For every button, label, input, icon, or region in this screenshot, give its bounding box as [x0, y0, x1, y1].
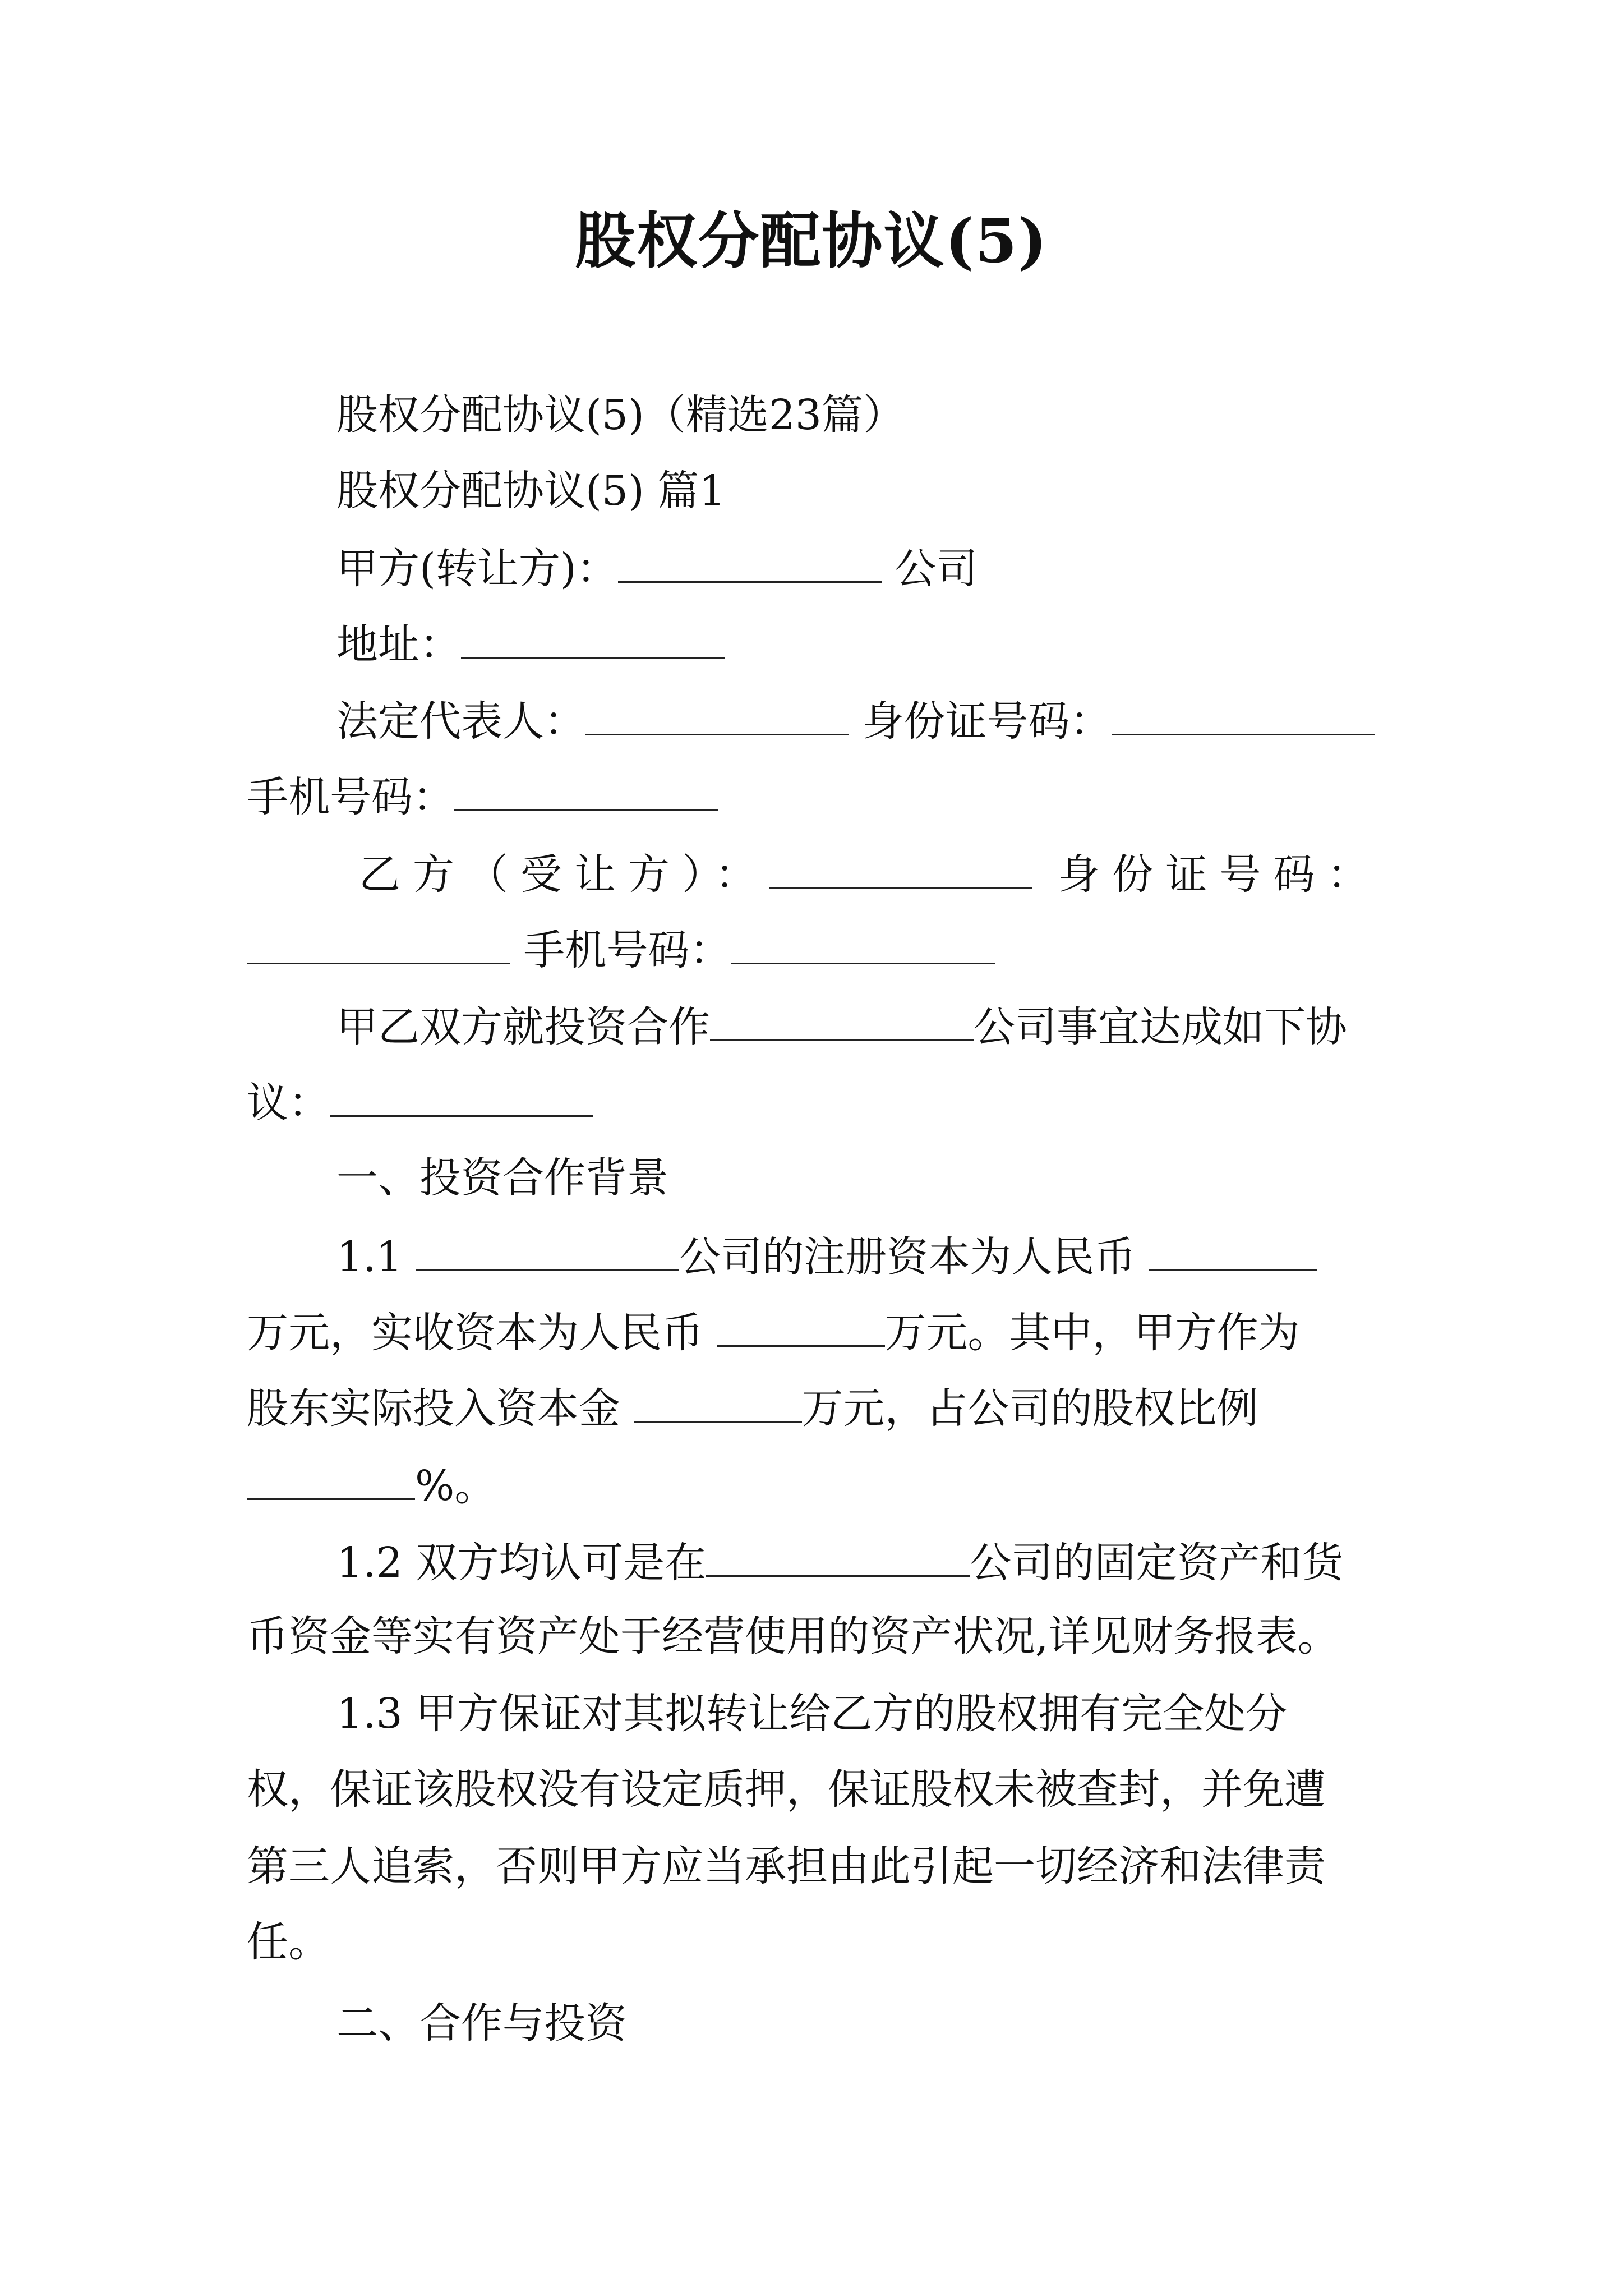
party-b-line	[359, 844, 1381, 903]
p11-line2-a: 万元，实收资本为人民币	[247, 1309, 703, 1357]
section-2-heading	[336, 1995, 627, 2051]
p13-line2-text: 权，保证该股权没有设定质押，保证股权未被查封，并免遭	[247, 1765, 1326, 1814]
p11-line4-text: %。	[415, 1462, 496, 1510]
address-label: 地址：	[336, 620, 461, 669]
legal-rep-blank	[585, 691, 849, 735]
intro-company-blank	[710, 997, 974, 1041]
party-b-label: 乙方（受让方）：	[359, 850, 769, 899]
p11-company-blank	[416, 1227, 679, 1271]
p13-line4-text: 任。	[247, 1918, 330, 1966]
p11-text: 公司的注册资本为人民币	[679, 1233, 1136, 1281]
party-a-line	[336, 539, 978, 597]
p11-equity-ratio-blank	[247, 1456, 415, 1500]
party-b-name-blank	[769, 844, 1032, 889]
p12-line-2	[247, 1608, 1339, 1664]
p12-line-1	[336, 1533, 1343, 1591]
p11-line3-b: 万元，占公司的股权比例	[801, 1384, 1258, 1433]
mobile-blank	[454, 767, 718, 811]
p11-line3-a: 股东实际投入资本金	[247, 1384, 620, 1433]
party-a-name-blank	[618, 539, 882, 583]
p12-a: 1.2 双方均认可是在	[336, 1539, 707, 1587]
party-b-mobile-blank	[731, 920, 995, 964]
legal-rep-line	[336, 691, 1375, 749]
legal-rep-label: 法定代表人：	[336, 697, 585, 746]
intro-blank-2	[330, 1073, 593, 1117]
p11-line2-b: 万元。其中，甲方作为	[884, 1309, 1300, 1357]
id-number-blank	[1112, 691, 1375, 735]
mobile-line	[247, 767, 718, 825]
intro-prefix: 甲乙双方就投资合作	[336, 1003, 710, 1051]
id-number-label: 身份证号码：	[862, 697, 1112, 746]
p11-line-3	[247, 1378, 1258, 1437]
p11-number: 1.1	[336, 1233, 403, 1281]
p13-line1-text: 1.3 甲方保证对其拟转让给乙方的股权拥有完全处分	[336, 1690, 1288, 1738]
p12-company-blank	[706, 1533, 970, 1577]
p12-b: 公司的固定资产和货	[970, 1539, 1344, 1587]
mobile-label: 手机号码：	[247, 773, 454, 821]
p12-line2-text: 币资金等实有资产处于经营使用的资产状况,详见财务报表。	[247, 1612, 1339, 1660]
document-title: 股权分配协议(5)	[575, 206, 1048, 277]
party-a-suffix: 公司	[895, 545, 978, 593]
intro-line2-text: 议：	[247, 1079, 330, 1127]
intro-suffix: 公司事宜达成如下协	[974, 1003, 1347, 1051]
chapter-text: 股权分配协议(5) 篇1	[336, 467, 726, 515]
chapter-line	[336, 463, 725, 519]
address-blank	[461, 614, 725, 659]
party-b-mobile-line	[247, 920, 995, 978]
section-2-heading-text: 二、合作与投资	[336, 1999, 627, 2047]
intro-line-2	[247, 1073, 593, 1131]
p11-line-2	[247, 1303, 1300, 1361]
p11-paid-capital-blank	[717, 1303, 885, 1347]
party-b-id-blank	[247, 920, 510, 964]
subtitle-text: 股权分配协议(5)（精选23篇）	[336, 391, 905, 439]
subtitle-line	[336, 387, 905, 443]
p11-registered-capital-blank	[1149, 1227, 1317, 1271]
party-b-mobile-label: 手机号码：	[523, 926, 731, 974]
p11-line-4	[247, 1456, 496, 1514]
p11-invested-capital-blank	[634, 1378, 802, 1423]
address-line	[336, 614, 725, 673]
section-1-heading	[336, 1150, 668, 1206]
p13-line3-text: 第三人追索，否则甲方应当承担由此引起一切经济和法律责	[247, 1842, 1326, 1890]
p13-line-4	[247, 1914, 330, 1970]
p13-line-1	[336, 1686, 1287, 1742]
intro-line	[336, 997, 1347, 1055]
section-1-heading-text: 一、投资合作背景	[336, 1154, 668, 1202]
p13-line-3	[247, 1838, 1326, 1894]
p13-line-2	[247, 1761, 1326, 1818]
party-b-id-label: 身份证号码：	[1058, 850, 1381, 899]
p11-line-1	[336, 1227, 1317, 1285]
party-a-label: 甲方(转让方)：	[336, 545, 618, 593]
